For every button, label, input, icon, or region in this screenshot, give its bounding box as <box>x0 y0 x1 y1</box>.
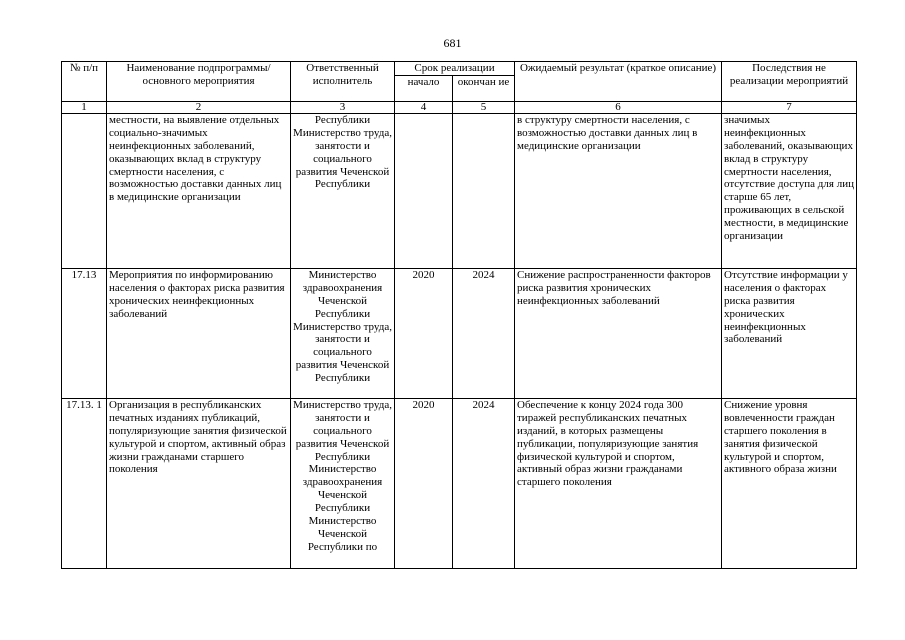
column-number: 5 <box>453 101 515 113</box>
start-year <box>395 113 453 268</box>
header-result: Ожидаемый результат (краткое описание) <box>515 62 722 102</box>
executor: Республики Министерство труда, занятости и социального развития Чеченской Республики <box>291 113 395 268</box>
header-num: № п/п <box>62 62 107 102</box>
row-number: 17.13 <box>62 268 107 398</box>
column-number: 4 <box>395 101 453 113</box>
column-number: 1 <box>62 101 107 113</box>
measure-name: Мероприятия по информированию населения о факторах риска развития хронических неинфекционных заболеваний <box>107 268 291 398</box>
end-year <box>453 113 515 268</box>
end-year: 2024 <box>453 268 515 398</box>
expected-result: в структуру смертности населения, с возможностью доставки данных лиц в медицинские организации <box>515 113 722 268</box>
row-number <box>62 113 107 268</box>
row-number: 17.13. 1 <box>62 398 107 568</box>
header-consequences: Последствия не реализации мероприятий <box>722 62 857 102</box>
executor: Министерство здравоохранения Чеченской Республики Министерство труда, занятости и социального развития Чеченской Республики <box>291 268 395 398</box>
expected-result: Обеспечение к концу 2024 года 300 тиражей республиканских печатных изданий, в которых размещены публикации, популяризующие занятия физической культурой и спортом, активный образ жизни гражданами старшего поколения <box>515 398 722 568</box>
measures-table <box>61 61 857 569</box>
start-year: 2020 <box>395 398 453 568</box>
header-end: окончан ие <box>453 75 515 101</box>
table-row <box>62 268 857 398</box>
column-number: 7 <box>722 101 857 113</box>
header-executor: Ответственный исполнитель <box>291 62 395 102</box>
consequences: Снижение уровня вовлеченности граждан старшего поколения в занятия физической культурой и спортом, активного образа жизни <box>722 398 857 568</box>
column-number: 2 <box>107 101 291 113</box>
column-number: 6 <box>515 101 722 113</box>
column-number: 3 <box>291 101 395 113</box>
measure-name: местности, на выявление отдельных социально-значимых неинфекционных заболеваний, оказывающих вклад в структуру смертности населения, с возможностью доставки данных лиц в медицинские организации <box>107 113 291 268</box>
end-year: 2024 <box>453 398 515 568</box>
table-row <box>62 113 857 268</box>
header-period: Срок реализации <box>395 62 515 76</box>
header-start: начало <box>395 75 453 101</box>
expected-result: Снижение распространенности факторов риска развития хронических неинфекционных заболеваний <box>515 268 722 398</box>
start-year: 2020 <box>395 268 453 398</box>
header-name: Наименование подпрограммы/ основного мероприятия <box>107 62 291 102</box>
measure-name: Организация в республиканских печатных изданиях публикаций, популяризующие занятия физической культурой и спортом, активный образ жизни гражданами старшего поколения <box>107 398 291 568</box>
page-number: 681 <box>443 36 462 50</box>
executor: Министерство труда, занятости и социального развития Чеченской Республики Министерство здравоохранения Чеченской Республики Министерство Чеченской Республики по <box>291 398 395 568</box>
table-row <box>62 398 857 568</box>
consequences: Отсутствие информации у населения о факторах риска развития хронических неинфекционных заболеваний <box>722 268 857 398</box>
consequences: значимых неинфекционных заболеваний, оказывающих вклад в структуру смертности населения, отсутствие доступа для лиц старше 65 лет, проживающих в сельской местности, в медицинские организации <box>722 113 857 268</box>
